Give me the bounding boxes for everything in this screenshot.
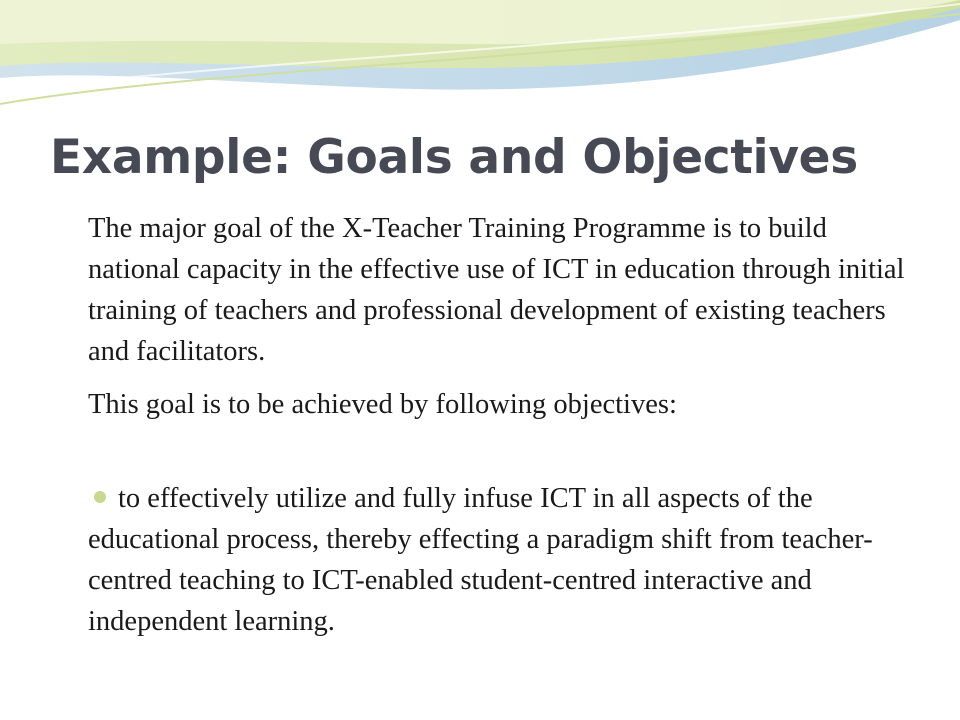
decorative-wave-banner <box>0 0 960 120</box>
objectives-intro: This goal is to be achieved by following objectives: <box>88 389 677 420</box>
objective-text: to effectively utilize and fully infuse ICT in all aspects of the educational process, thereby effecting a paradigm shift from teacher-centred teaching to ICT-enabled student-centred interactive and independent learning. <box>88 483 873 637</box>
goal-paragraph: The major goal of the X-Teacher Training Programme is to build national capacity in the effective use of ICT in education through initial training of teachers and professional development of existing teachers and facilitators. <box>88 213 905 367</box>
slide-title: Example: Goals and Objectives <box>50 130 858 185</box>
bullet-dot-icon <box>94 491 106 503</box>
objective-list-item <box>88 478 918 642</box>
slide-body <box>88 208 918 425</box>
